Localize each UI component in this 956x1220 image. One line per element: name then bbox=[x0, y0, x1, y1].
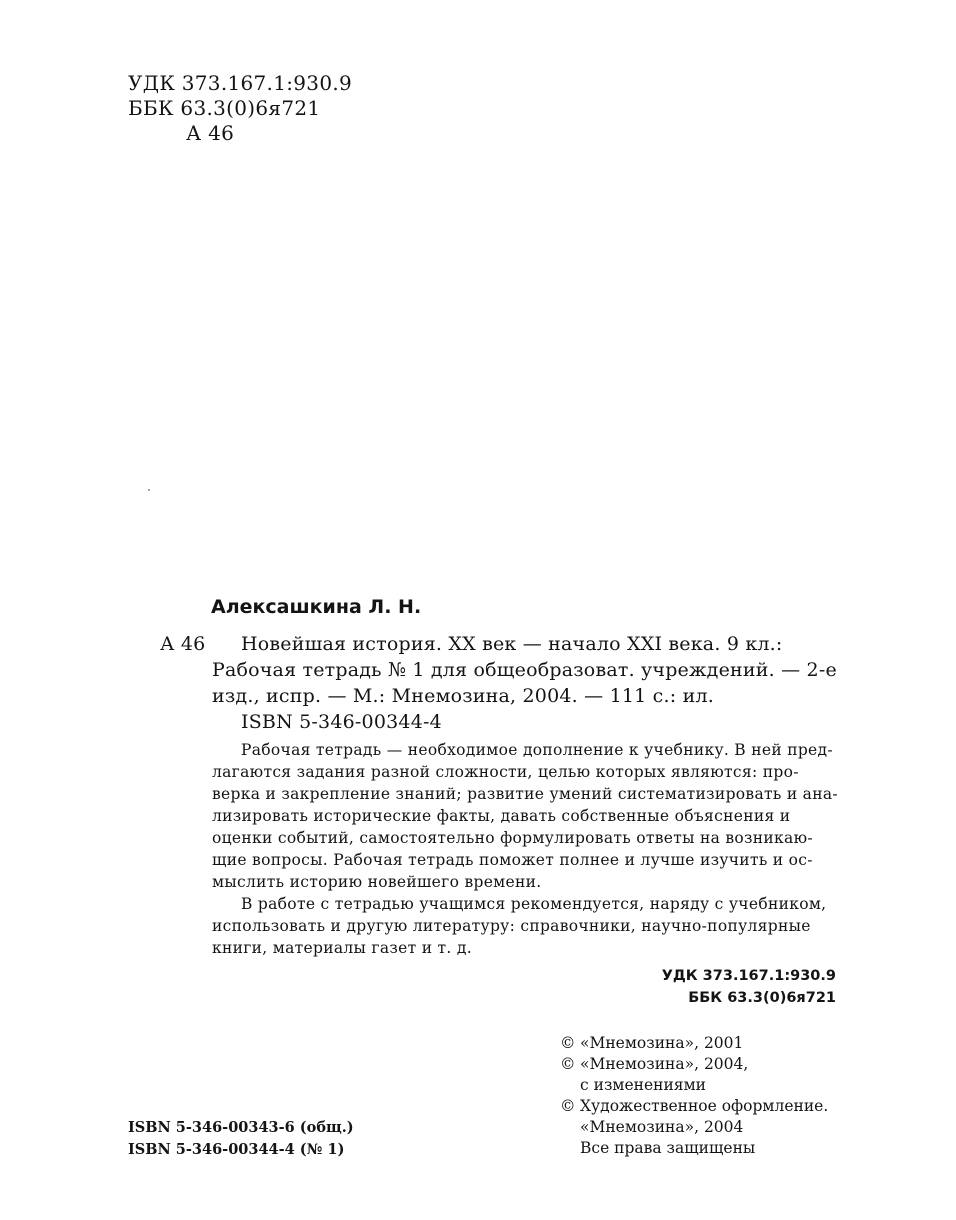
annotation-line: оценки событий, самостоятельно формулировать ответы на возникаю- bbox=[212, 829, 813, 847]
entry-author: Алексашкина Л. Н. bbox=[211, 596, 422, 618]
copyright-item-2-note: с изменениями bbox=[580, 1076, 706, 1094]
copyright-icon: © bbox=[560, 1055, 576, 1073]
annotation-line: мыслить историю новейшего времени. bbox=[212, 873, 542, 891]
annotation-line: Рабочая тетрадь — необходимое дополнение к учебнику. В ней пред- bbox=[241, 741, 833, 759]
annotation-line: использовать и другую литературу: справочники, научно-популярные bbox=[212, 917, 811, 935]
entry-title-line-1: Новейшая история. XX век — начало XXI века. 9 кл.: bbox=[241, 633, 783, 655]
author-mark: А 46 bbox=[186, 121, 235, 145]
entry-mark: А 46 bbox=[160, 633, 206, 655]
annotation-line: щие вопросы. Рабочая тетрадь поможет полнее и лучше изучить и ос- bbox=[212, 851, 813, 869]
classification-bbk: ББК 63.3(0)6я721 bbox=[688, 990, 836, 1006]
copyright-icon: © bbox=[560, 1097, 576, 1115]
annotation-line: лизировать исторические факты, давать собственные объяснения и bbox=[212, 807, 791, 825]
annotation-line: лагаются задания разной сложности, целью которых являются: про- bbox=[212, 763, 799, 781]
annotation-line: книги, материалы газет и т. д. bbox=[212, 939, 472, 957]
copyright-item-3-note: «Мнемозина», 2004 bbox=[580, 1118, 744, 1136]
entry-isbn: ISBN 5-346-00344-4 bbox=[241, 711, 442, 733]
copyright-item-3: © Художественное оформление. bbox=[560, 1097, 829, 1115]
entry-title-line-2: Рабочая тетрадь № 1 для общеобразоват. учреждений. — 2-е bbox=[212, 659, 837, 681]
bbk-code: ББК 63.3(0)6я721 bbox=[128, 96, 321, 120]
all-rights-reserved: Все права защищены bbox=[580, 1139, 756, 1157]
copyright-icon: © bbox=[560, 1034, 576, 1052]
copyright-item-1: © «Мнемозина», 2001 bbox=[560, 1034, 744, 1052]
annotation-line: верка и закрепление знаний; развитие умений систематизировать и ана- bbox=[212, 785, 838, 803]
annotation-line: В работе с тетрадью учащимся рекомендуется, наряду с учебником, bbox=[241, 895, 827, 913]
copyright-item-2: © «Мнемозина», 2004, bbox=[560, 1055, 749, 1073]
udk-code: УДК 373.167.1:930.9 bbox=[128, 71, 353, 95]
classification-udk: УДК 373.167.1:930.9 bbox=[661, 968, 836, 984]
scan-speck bbox=[148, 489, 150, 491]
isbn-volume: ISBN 5-346-00344-4 (№ 1) bbox=[128, 1141, 345, 1158]
isbn-general: ISBN 5-346-00343-6 (общ.) bbox=[128, 1119, 354, 1136]
entry-title-line-3: изд., испр. — М.: Мнемозина, 2004. — 111 с.: ил. bbox=[212, 685, 714, 707]
